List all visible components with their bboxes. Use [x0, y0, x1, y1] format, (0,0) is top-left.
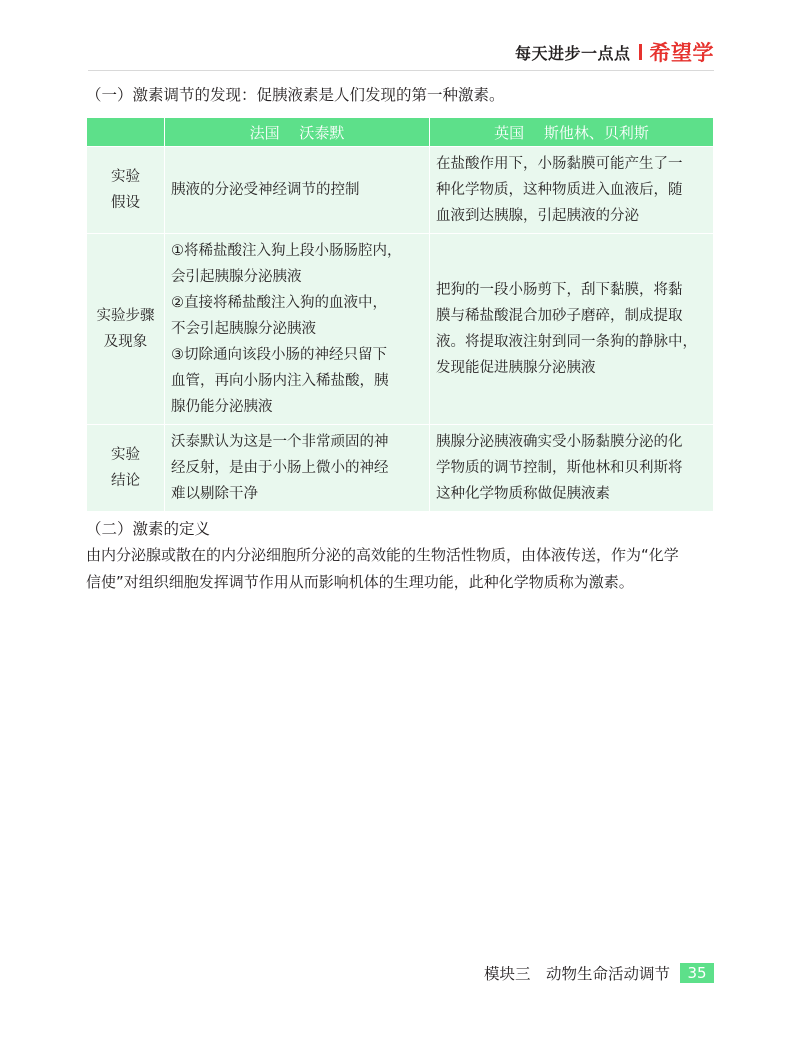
table-row-procedure	[87, 234, 714, 425]
cell-uk-hypothesis	[430, 147, 714, 234]
cell-uk-procedure	[430, 234, 714, 425]
table-header-row	[87, 118, 714, 147]
cell-line: 种化学物质，这种物质进入血液后，随	[436, 182, 683, 198]
row-label-line: 实验	[111, 169, 140, 185]
cell-line: 膜与稀盐酸混合加砂子磨碎，制成提取	[436, 308, 683, 324]
definition-paragraph	[86, 542, 716, 596]
row-label-line: 实验	[111, 447, 140, 463]
header-cell-uk: 英国 斯他林、贝利斯	[430, 118, 714, 147]
cell-line: 血液到达胰腺，引起胰液的分泌	[436, 208, 639, 224]
page-footer	[484, 962, 714, 984]
section-title-definition: （二）激素的定义	[86, 520, 211, 538]
section-title-discovery: （一）激素调节的发现：促胰液素是人们发现的第一种激素。	[86, 86, 505, 104]
cell-france-conclusion	[165, 425, 430, 512]
row-label-hypothesis	[87, 147, 165, 234]
slogan: 每天进步一点点	[514, 43, 631, 63]
cell-france-procedure	[165, 234, 430, 425]
page-number: 35	[680, 963, 714, 983]
cell-line: 学物质的调节控制，斯他林和贝利斯将	[436, 460, 683, 476]
header-cell-blank	[87, 118, 165, 147]
cell-line: ①将稀盐酸注入狗上段小肠肠腔内，	[171, 243, 402, 259]
header-divider	[88, 70, 714, 71]
cell-line: 会引起胰腺分泌胰液	[171, 269, 302, 285]
cell-line: 胰腺分泌胰液确实受小肠黏膜分泌的化	[436, 434, 683, 450]
table-row-conclusion	[87, 425, 714, 512]
cell-uk-conclusion	[430, 425, 714, 512]
cell-line: 把狗的一段小肠剪下，刮下黏膜，将黏	[436, 282, 683, 298]
cell-line: 这种化学物质称做促胰液素	[436, 486, 610, 502]
cell-line: 发现能促进胰腺分泌胰液	[436, 360, 596, 376]
cell-line: 不会引起胰腺分泌胰液	[171, 321, 316, 337]
definition-line: 信使”对组织细胞发挥调节作用从而影响机体的生理功能，此种化学物质称为激素。	[86, 573, 634, 591]
cell-line: 在盐酸作用下，小肠黏膜可能产生了一	[436, 156, 683, 172]
experiment-comparison-table	[86, 117, 714, 512]
row-label-line: 实验步骤	[96, 308, 155, 324]
brand-logo: 希望学	[649, 41, 714, 65]
module-title: 模块三 动物生命活动调节	[483, 965, 670, 983]
row-label-procedure	[87, 234, 165, 425]
row-label-line: 结论	[111, 473, 140, 489]
cell-line: 胰液的分泌受神经调节的控制	[171, 182, 360, 198]
page-header	[515, 40, 714, 64]
table-row-hypothesis	[87, 147, 714, 234]
cell-line: 沃泰默认为这是一个非常顽固的神	[171, 434, 389, 450]
definition-line: 由内分泌腺或散在的内分泌细胞所分泌的高效能的生物活性物质，由体液传送，作为“化学	[86, 546, 679, 564]
cell-line: 腺仍能分泌胰液	[171, 399, 273, 415]
cell-line: 难以剔除干净	[171, 486, 258, 502]
cell-line: 经反射，是由于小肠上微小的神经	[171, 460, 389, 476]
row-label-line: 及现象	[103, 334, 148, 350]
header-separator	[639, 44, 642, 60]
cell-line: ③切除通向该段小肠的神经只留下	[171, 347, 387, 363]
row-label-line: 假设	[111, 195, 140, 211]
row-label-conclusion	[87, 425, 165, 512]
cell-line: ②直接将稀盐酸注入狗的血液中，	[171, 295, 387, 311]
header-cell-france: 法国 沃泰默	[165, 118, 430, 147]
cell-line: 血管，再向小肠内注入稀盐酸，胰	[171, 373, 389, 389]
cell-france-hypothesis	[165, 147, 430, 234]
cell-line: 液。将提取液注射到同一条狗的静脉中，	[436, 334, 697, 350]
